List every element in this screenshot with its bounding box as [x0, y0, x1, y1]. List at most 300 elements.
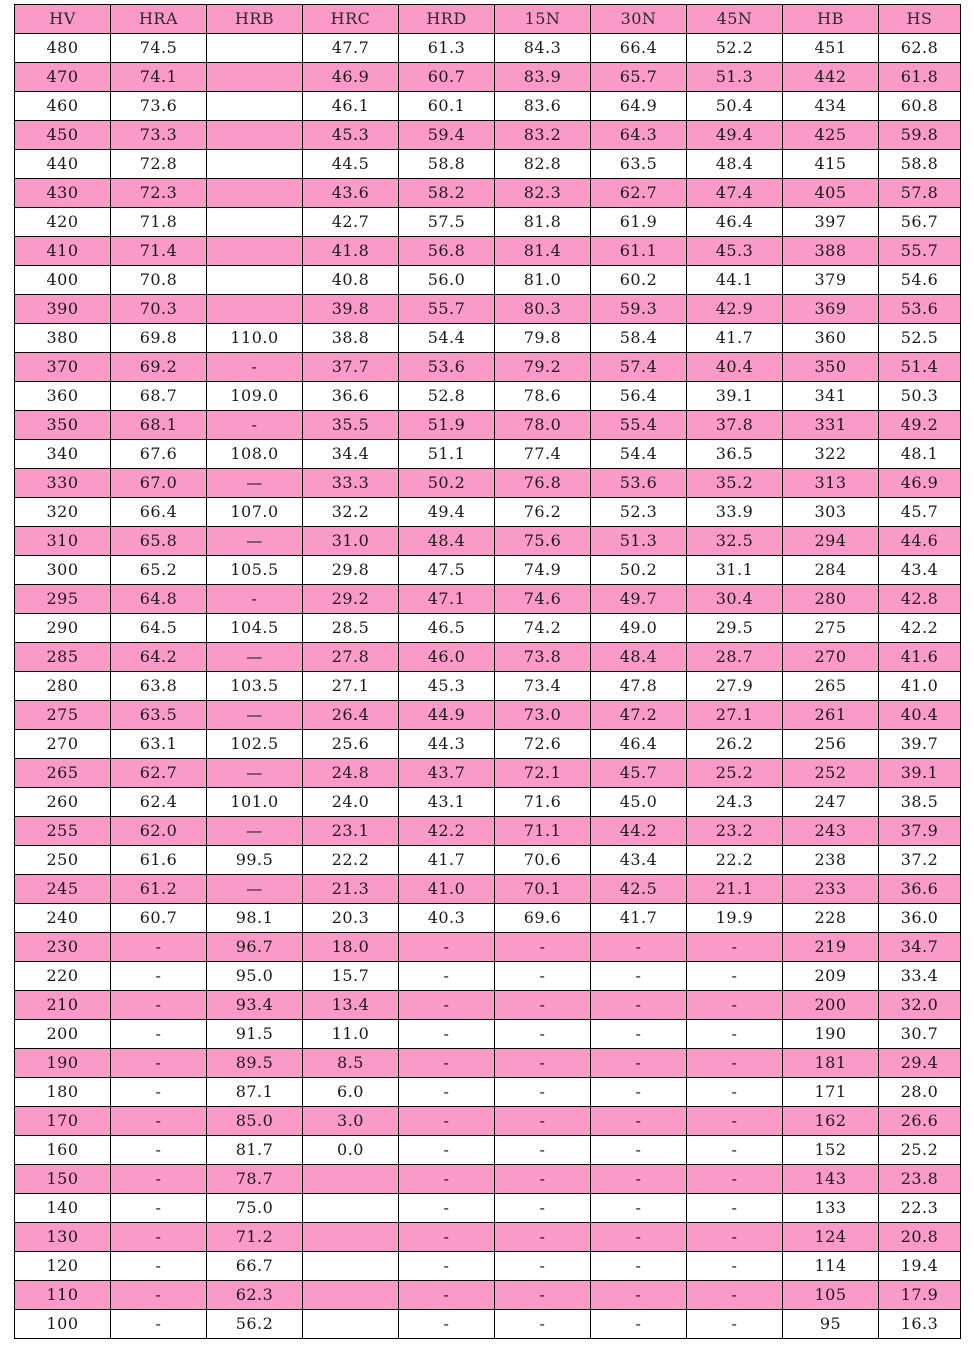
- table-row: [15, 643, 961, 672]
- cell-hrd: 41.0: [399, 875, 495, 904]
- cell-hrd: 42.2: [399, 817, 495, 846]
- cell-45n: -: [687, 1281, 783, 1310]
- cell-15n: -: [495, 1165, 591, 1194]
- cell-hrc: 33.3: [303, 469, 399, 498]
- cell-hra: 64.8: [111, 585, 207, 614]
- cell-45n: 47.4: [687, 179, 783, 208]
- cell-15n: -: [495, 1194, 591, 1223]
- cell-45n: 45.3: [687, 237, 783, 266]
- cell-hb: 284: [783, 556, 879, 585]
- cell-hra: 63.8: [111, 672, 207, 701]
- cell-hra: 60.7: [111, 904, 207, 933]
- cell-15n: -: [495, 962, 591, 991]
- cell-hv: 130: [15, 1223, 111, 1252]
- cell-hrc: 0.0: [303, 1136, 399, 1165]
- cell-hrd: 56.8: [399, 237, 495, 266]
- cell-15n: 73.8: [495, 643, 591, 672]
- cell-hv: 255: [15, 817, 111, 846]
- cell-hrc: 3.0: [303, 1107, 399, 1136]
- cell-hra: 61.2: [111, 875, 207, 904]
- cell-hrc: [303, 1223, 399, 1252]
- cell-hv: 390: [15, 295, 111, 324]
- cell-hrb: 85.0: [207, 1107, 303, 1136]
- cell-30n: -: [591, 1252, 687, 1281]
- cell-hra: -: [111, 1020, 207, 1049]
- cell-hs: 39.1: [879, 759, 961, 788]
- cell-hv: 275: [15, 701, 111, 730]
- cell-hrb: [207, 266, 303, 295]
- cell-30n: -: [591, 1165, 687, 1194]
- cell-30n: 60.2: [591, 266, 687, 295]
- cell-30n: -: [591, 1107, 687, 1136]
- cell-30n: 66.4: [591, 34, 687, 63]
- cell-15n: 81.0: [495, 266, 591, 295]
- cell-hrd: 48.4: [399, 527, 495, 556]
- cell-hv: 295: [15, 585, 111, 614]
- cell-hrb: -: [207, 585, 303, 614]
- cell-hrc: 27.1: [303, 672, 399, 701]
- cell-15n: 82.3: [495, 179, 591, 208]
- cell-hrb: 56.2: [207, 1310, 303, 1339]
- cell-30n: 43.4: [591, 846, 687, 875]
- cell-hrd: 61.3: [399, 34, 495, 63]
- cell-hrc: 40.8: [303, 266, 399, 295]
- cell-15n: 70.6: [495, 846, 591, 875]
- hardness-conversion-table: [14, 4, 961, 1339]
- cell-15n: 84.3: [495, 34, 591, 63]
- cell-hb: 209: [783, 962, 879, 991]
- cell-hs: 39.7: [879, 730, 961, 759]
- cell-hb: 105: [783, 1281, 879, 1310]
- cell-hb: 152: [783, 1136, 879, 1165]
- cell-hrb: 101.0: [207, 788, 303, 817]
- cell-hrc: 29.2: [303, 585, 399, 614]
- cell-hs: 38.5: [879, 788, 961, 817]
- cell-hv: 480: [15, 34, 111, 63]
- cell-45n: 52.2: [687, 34, 783, 63]
- hardness-conversion-sheet: [14, 4, 960, 1339]
- cell-hrb: 87.1: [207, 1078, 303, 1107]
- table-row: [15, 353, 961, 382]
- cell-hb: 369: [783, 295, 879, 324]
- cell-hrd: -: [399, 1310, 495, 1339]
- cell-hrc: 39.8: [303, 295, 399, 324]
- cell-hra: -: [111, 1136, 207, 1165]
- cell-15n: 72.1: [495, 759, 591, 788]
- cell-hra: -: [111, 1165, 207, 1194]
- cell-15n: 76.2: [495, 498, 591, 527]
- cell-hs: 48.1: [879, 440, 961, 469]
- cell-45n: 19.9: [687, 904, 783, 933]
- cell-hrd: 46.5: [399, 614, 495, 643]
- cell-hs: 22.3: [879, 1194, 961, 1223]
- cell-hs: 46.9: [879, 469, 961, 498]
- cell-hra: 73.6: [111, 92, 207, 121]
- cell-hrb: —: [207, 875, 303, 904]
- cell-hv: 285: [15, 643, 111, 672]
- cell-hb: 442: [783, 63, 879, 92]
- cell-hra: 66.4: [111, 498, 207, 527]
- cell-hrc: 42.7: [303, 208, 399, 237]
- cell-hv: 440: [15, 150, 111, 179]
- table-row: [15, 527, 961, 556]
- table-row: [15, 63, 961, 92]
- cell-hra: -: [111, 1310, 207, 1339]
- cell-hra: 62.0: [111, 817, 207, 846]
- cell-hrb: 78.7: [207, 1165, 303, 1194]
- cell-hrb: 75.0: [207, 1194, 303, 1223]
- cell-hv: 380: [15, 324, 111, 353]
- cell-hv: 300: [15, 556, 111, 585]
- cell-hrb: 107.0: [207, 498, 303, 527]
- cell-30n: 56.4: [591, 382, 687, 411]
- cell-15n: 83.6: [495, 92, 591, 121]
- cell-hv: 160: [15, 1136, 111, 1165]
- cell-hb: 233: [783, 875, 879, 904]
- cell-hra: -: [111, 1223, 207, 1252]
- cell-30n: 52.3: [591, 498, 687, 527]
- cell-hrd: 44.3: [399, 730, 495, 759]
- cell-45n: 41.7: [687, 324, 783, 353]
- cell-15n: -: [495, 1310, 591, 1339]
- cell-hs: 42.8: [879, 585, 961, 614]
- cell-hrd: 51.9: [399, 411, 495, 440]
- cell-hrd: 49.4: [399, 498, 495, 527]
- cell-15n: 81.4: [495, 237, 591, 266]
- cell-hra: 69.2: [111, 353, 207, 382]
- cell-hrd: -: [399, 1165, 495, 1194]
- cell-hs: 33.4: [879, 962, 961, 991]
- cell-hs: 36.6: [879, 875, 961, 904]
- cell-hv: 340: [15, 440, 111, 469]
- cell-hrc: 15.7: [303, 962, 399, 991]
- cell-hra: 71.8: [111, 208, 207, 237]
- cell-hra: 62.7: [111, 759, 207, 788]
- table-row: [15, 730, 961, 759]
- cell-hs: 37.2: [879, 846, 961, 875]
- table-row: [15, 208, 961, 237]
- cell-hv: 245: [15, 875, 111, 904]
- cell-45n: -: [687, 1252, 783, 1281]
- cell-hrd: 46.0: [399, 643, 495, 672]
- cell-hb: 247: [783, 788, 879, 817]
- cell-hrd: -: [399, 1194, 495, 1223]
- cell-hv: 420: [15, 208, 111, 237]
- cell-hv: 180: [15, 1078, 111, 1107]
- cell-30n: 45.0: [591, 788, 687, 817]
- cell-hs: 44.6: [879, 527, 961, 556]
- cell-45n: 33.9: [687, 498, 783, 527]
- cell-hrc: 37.7: [303, 353, 399, 382]
- cell-hrc: 34.4: [303, 440, 399, 469]
- cell-45n: 24.3: [687, 788, 783, 817]
- cell-45n: -: [687, 933, 783, 962]
- cell-45n: -: [687, 991, 783, 1020]
- cell-15n: -: [495, 1049, 591, 1078]
- cell-45n: -: [687, 962, 783, 991]
- cell-hb: 256: [783, 730, 879, 759]
- cell-hrd: 40.3: [399, 904, 495, 933]
- cell-15n: -: [495, 991, 591, 1020]
- cell-hra: 70.8: [111, 266, 207, 295]
- cell-hv: 400: [15, 266, 111, 295]
- cell-hv: 150: [15, 1165, 111, 1194]
- cell-hra: 64.2: [111, 643, 207, 672]
- cell-hra: 74.1: [111, 63, 207, 92]
- table-row: [15, 962, 961, 991]
- cell-15n: 69.6: [495, 904, 591, 933]
- cell-hv: 220: [15, 962, 111, 991]
- cell-hrd: 41.7: [399, 846, 495, 875]
- cell-hra: 74.5: [111, 34, 207, 63]
- cell-hs: 41.6: [879, 643, 961, 672]
- cell-hb: 133: [783, 1194, 879, 1223]
- cell-45n: -: [687, 1020, 783, 1049]
- cell-hs: 58.8: [879, 150, 961, 179]
- cell-hs: 16.3: [879, 1310, 961, 1339]
- cell-15n: -: [495, 1107, 591, 1136]
- table-row: [15, 92, 961, 121]
- column-header-hra: HRA: [111, 5, 207, 34]
- cell-30n: -: [591, 1223, 687, 1252]
- cell-hra: 72.3: [111, 179, 207, 208]
- cell-30n: 58.4: [591, 324, 687, 353]
- cell-hrb: 95.0: [207, 962, 303, 991]
- cell-hrd: 58.8: [399, 150, 495, 179]
- cell-hv: 265: [15, 759, 111, 788]
- cell-hrd: 51.1: [399, 440, 495, 469]
- cell-hb: 95: [783, 1310, 879, 1339]
- cell-hb: 397: [783, 208, 879, 237]
- cell-hra: -: [111, 1078, 207, 1107]
- cell-hrd: 58.2: [399, 179, 495, 208]
- cell-hs: 36.0: [879, 904, 961, 933]
- cell-15n: 76.8: [495, 469, 591, 498]
- cell-hb: 171: [783, 1078, 879, 1107]
- cell-hrc: 22.2: [303, 846, 399, 875]
- cell-hs: 26.6: [879, 1107, 961, 1136]
- cell-hb: 451: [783, 34, 879, 63]
- cell-hv: 120: [15, 1252, 111, 1281]
- cell-hrd: -: [399, 1136, 495, 1165]
- cell-15n: 74.2: [495, 614, 591, 643]
- cell-30n: 64.9: [591, 92, 687, 121]
- cell-hrd: -: [399, 1107, 495, 1136]
- cell-hra: -: [111, 962, 207, 991]
- cell-hs: 23.8: [879, 1165, 961, 1194]
- cell-45n: 39.1: [687, 382, 783, 411]
- cell-hs: 40.4: [879, 701, 961, 730]
- cell-hra: -: [111, 1252, 207, 1281]
- cell-hb: 331: [783, 411, 879, 440]
- cell-45n: 32.5: [687, 527, 783, 556]
- table-row: [15, 585, 961, 614]
- cell-hs: 59.8: [879, 121, 961, 150]
- cell-15n: -: [495, 1223, 591, 1252]
- cell-hra: -: [111, 1194, 207, 1223]
- cell-hrc: 24.0: [303, 788, 399, 817]
- cell-hrb: 93.4: [207, 991, 303, 1020]
- cell-hv: 360: [15, 382, 111, 411]
- cell-hrb: 62.3: [207, 1281, 303, 1310]
- cell-hb: 200: [783, 991, 879, 1020]
- cell-hb: 350: [783, 353, 879, 382]
- cell-hrc: [303, 1310, 399, 1339]
- cell-hb: 360: [783, 324, 879, 353]
- cell-hrb: —: [207, 643, 303, 672]
- cell-hs: 50.3: [879, 382, 961, 411]
- cell-15n: -: [495, 933, 591, 962]
- cell-hrb: [207, 92, 303, 121]
- cell-45n: -: [687, 1136, 783, 1165]
- cell-hrd: 53.6: [399, 353, 495, 382]
- cell-hra: 69.8: [111, 324, 207, 353]
- cell-hs: 43.4: [879, 556, 961, 585]
- cell-45n: 27.1: [687, 701, 783, 730]
- cell-hs: 37.9: [879, 817, 961, 846]
- cell-45n: 51.3: [687, 63, 783, 92]
- column-header-45n: 45N: [687, 5, 783, 34]
- cell-hb: 114: [783, 1252, 879, 1281]
- cell-hrc: [303, 1194, 399, 1223]
- cell-30n: -: [591, 1020, 687, 1049]
- cell-hs: 34.7: [879, 933, 961, 962]
- cell-hb: 434: [783, 92, 879, 121]
- cell-30n: -: [591, 962, 687, 991]
- cell-hrc: 41.8: [303, 237, 399, 266]
- cell-hb: 265: [783, 672, 879, 701]
- cell-15n: 78.6: [495, 382, 591, 411]
- cell-15n: 79.8: [495, 324, 591, 353]
- cell-45n: 26.2: [687, 730, 783, 759]
- table-row: [15, 1107, 961, 1136]
- cell-hrb: -: [207, 411, 303, 440]
- cell-hrb: 102.5: [207, 730, 303, 759]
- cell-hrd: -: [399, 933, 495, 962]
- table-row: [15, 121, 961, 150]
- cell-hrb: 91.5: [207, 1020, 303, 1049]
- cell-hrd: -: [399, 1252, 495, 1281]
- cell-15n: 77.4: [495, 440, 591, 469]
- cell-hrc: 31.0: [303, 527, 399, 556]
- cell-hrc: 32.2: [303, 498, 399, 527]
- cell-15n: -: [495, 1136, 591, 1165]
- cell-hv: 370: [15, 353, 111, 382]
- cell-hs: 53.6: [879, 295, 961, 324]
- cell-hrb: 105.5: [207, 556, 303, 585]
- cell-30n: 65.7: [591, 63, 687, 92]
- cell-30n: -: [591, 991, 687, 1020]
- cell-hv: 330: [15, 469, 111, 498]
- cell-30n: -: [591, 933, 687, 962]
- table-row: [15, 1281, 961, 1310]
- table-row: [15, 1310, 961, 1339]
- cell-hrb: 99.5: [207, 846, 303, 875]
- cell-45n: 37.8: [687, 411, 783, 440]
- cell-45n: 42.9: [687, 295, 783, 324]
- cell-hrc: 21.3: [303, 875, 399, 904]
- cell-30n: 47.8: [591, 672, 687, 701]
- table-row: [15, 179, 961, 208]
- cell-30n: 48.4: [591, 643, 687, 672]
- cell-hb: 388: [783, 237, 879, 266]
- cell-hs: 42.2: [879, 614, 961, 643]
- table-row: [15, 1136, 961, 1165]
- cell-hs: 61.8: [879, 63, 961, 92]
- cell-hs: 30.7: [879, 1020, 961, 1049]
- cell-45n: 23.2: [687, 817, 783, 846]
- cell-hrb: —: [207, 527, 303, 556]
- header-row: [15, 5, 961, 34]
- cell-hrc: 47.7: [303, 34, 399, 63]
- cell-hrb: 110.0: [207, 324, 303, 353]
- cell-hra: 61.6: [111, 846, 207, 875]
- cell-15n: 78.0: [495, 411, 591, 440]
- cell-15n: 81.8: [495, 208, 591, 237]
- cell-hrc: 36.6: [303, 382, 399, 411]
- cell-hs: 19.4: [879, 1252, 961, 1281]
- cell-hv: 210: [15, 991, 111, 1020]
- table-row: [15, 672, 961, 701]
- table-row: [15, 266, 961, 295]
- cell-hra: -: [111, 1049, 207, 1078]
- cell-hrb: [207, 63, 303, 92]
- cell-hrb: 108.0: [207, 440, 303, 469]
- cell-45n: 30.4: [687, 585, 783, 614]
- cell-hrb: 103.5: [207, 672, 303, 701]
- cell-45n: 27.9: [687, 672, 783, 701]
- cell-hv: 170: [15, 1107, 111, 1136]
- cell-hv: 240: [15, 904, 111, 933]
- cell-15n: -: [495, 1281, 591, 1310]
- cell-15n: 74.6: [495, 585, 591, 614]
- cell-hra: 73.3: [111, 121, 207, 150]
- cell-hrb: [207, 208, 303, 237]
- table-row: [15, 614, 961, 643]
- table-row: [15, 498, 961, 527]
- table-row: [15, 382, 961, 411]
- cell-15n: -: [495, 1020, 591, 1049]
- cell-hv: 410: [15, 237, 111, 266]
- cell-hs: 29.4: [879, 1049, 961, 1078]
- cell-hrd: 43.1: [399, 788, 495, 817]
- cell-hb: 313: [783, 469, 879, 498]
- table-row: [15, 150, 961, 179]
- table-row: [15, 1165, 961, 1194]
- cell-15n: 70.1: [495, 875, 591, 904]
- cell-hra: 63.1: [111, 730, 207, 759]
- cell-hrd: -: [399, 1078, 495, 1107]
- cell-hrb: —: [207, 701, 303, 730]
- column-header-hv: HV: [15, 5, 111, 34]
- cell-45n: 36.5: [687, 440, 783, 469]
- column-header-hb: HB: [783, 5, 879, 34]
- cell-hrc: 46.1: [303, 92, 399, 121]
- cell-hrd: 43.7: [399, 759, 495, 788]
- cell-hb: 425: [783, 121, 879, 150]
- cell-hrb: [207, 121, 303, 150]
- cell-hra: 63.5: [111, 701, 207, 730]
- cell-30n: 41.7: [591, 904, 687, 933]
- cell-hv: 310: [15, 527, 111, 556]
- cell-hb: 243: [783, 817, 879, 846]
- cell-hs: 57.8: [879, 179, 961, 208]
- cell-45n: -: [687, 1194, 783, 1223]
- cell-hrc: 24.8: [303, 759, 399, 788]
- cell-hrd: 57.5: [399, 208, 495, 237]
- cell-hb: 228: [783, 904, 879, 933]
- cell-30n: 45.7: [591, 759, 687, 788]
